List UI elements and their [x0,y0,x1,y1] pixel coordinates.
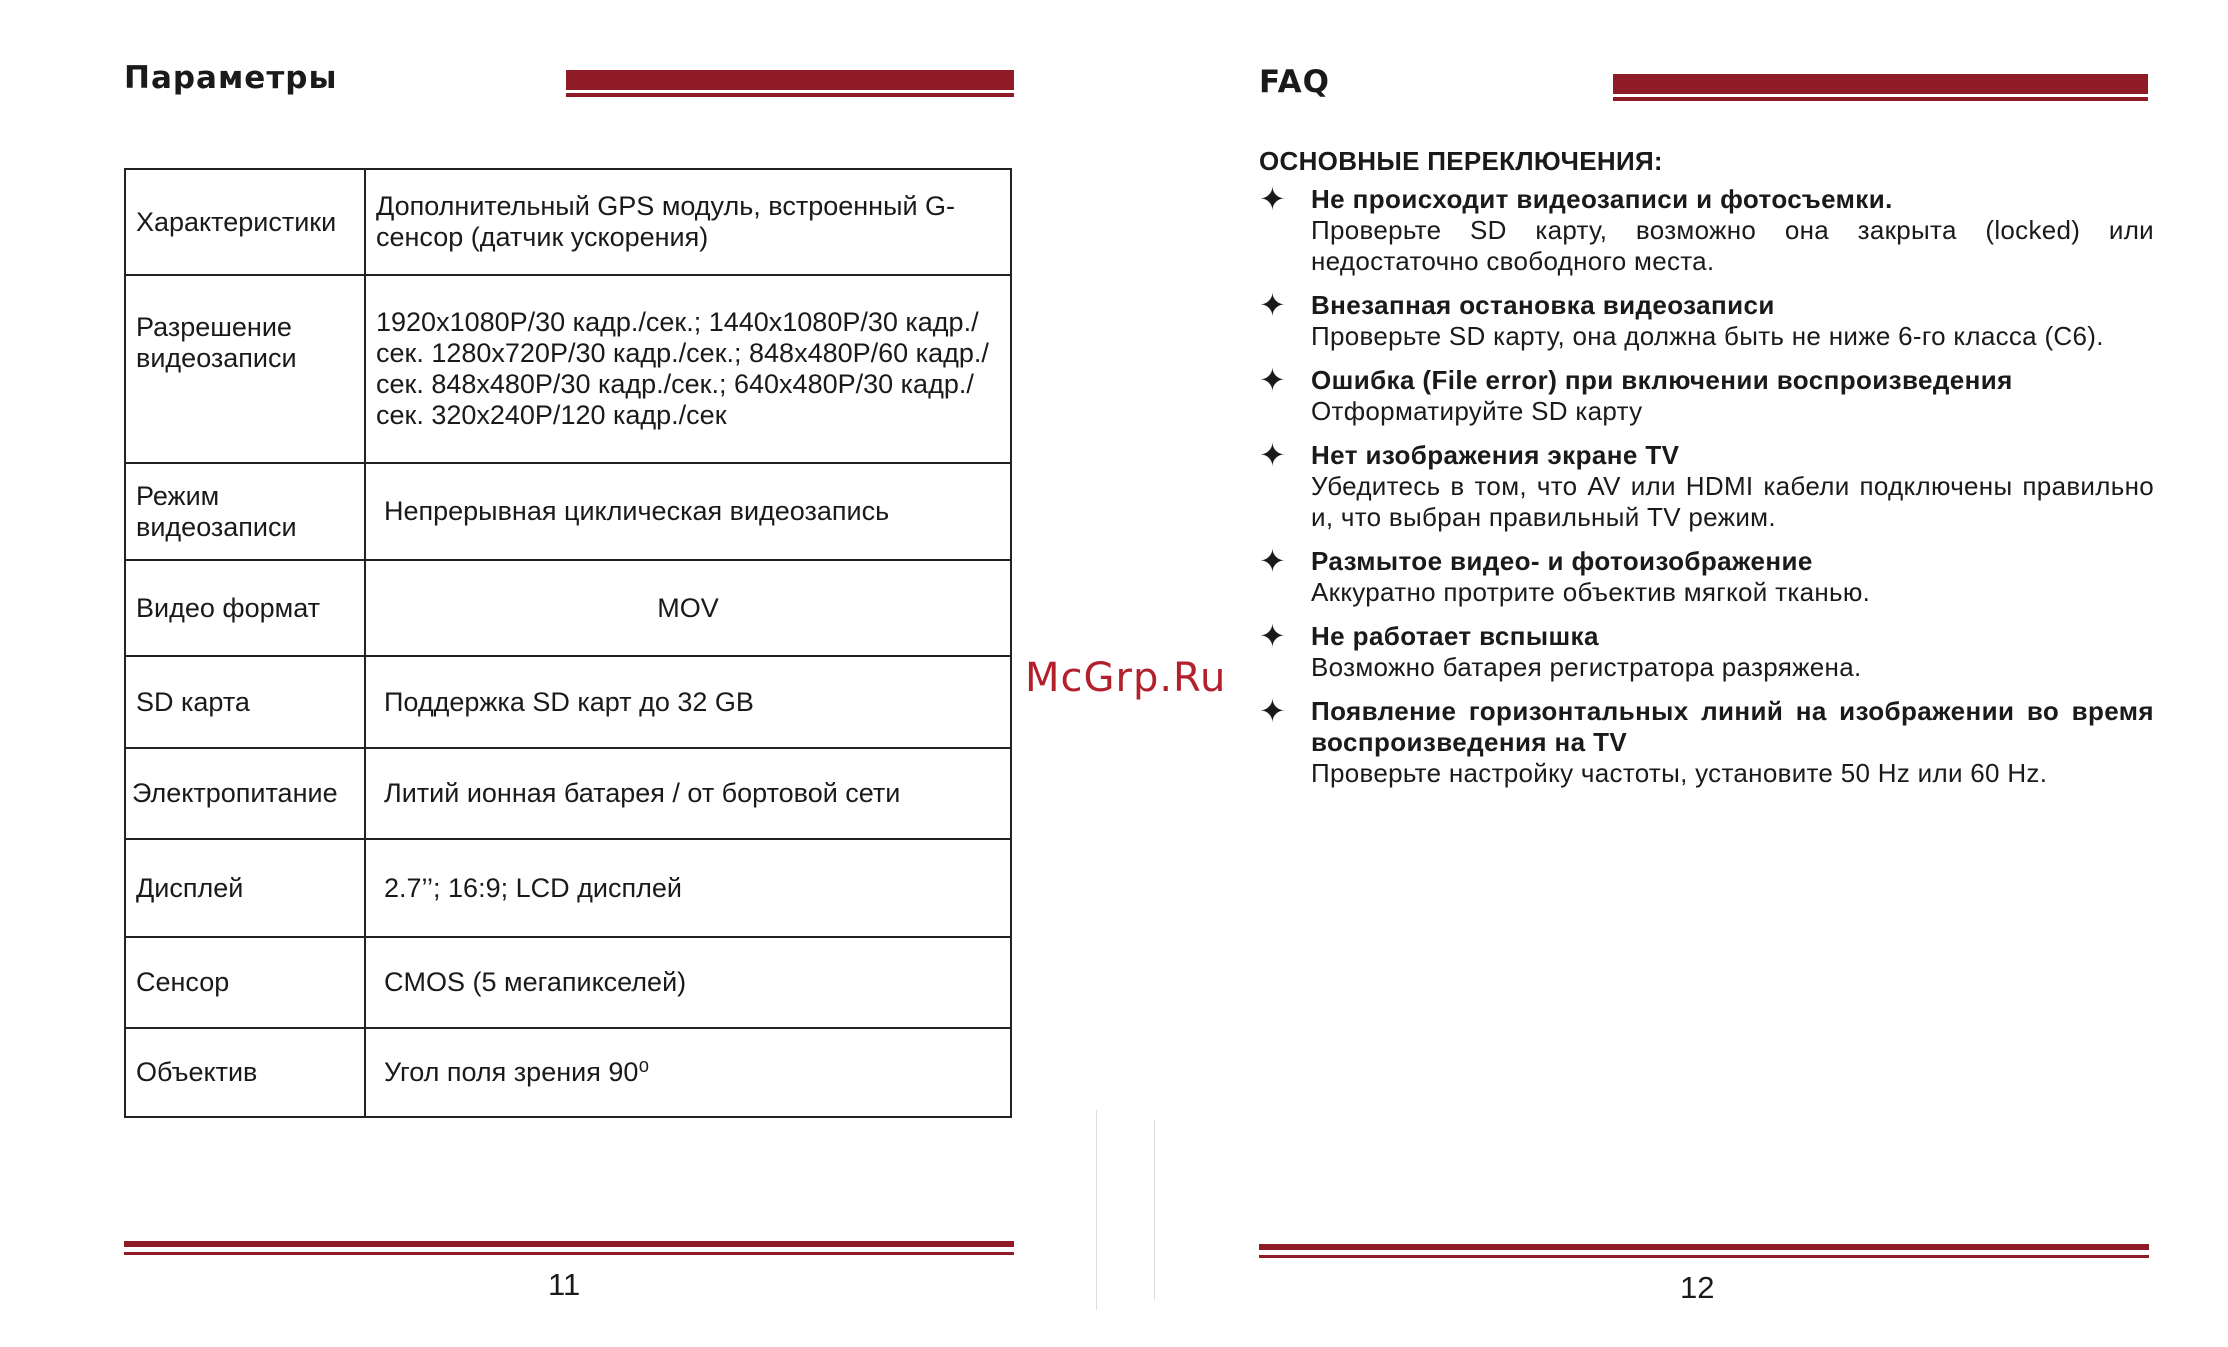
page-title: Параметры [124,60,338,96]
faq-answer: Убедитесь в том, что AV или HDMI кабели подключены правильно и, что выбран правильный TV режим. [1311,471,2154,532]
faq-question: Появление горизонтальных линий на изображении во время воспроизведения на TV [1311,696,2154,757]
spec-label: Объектив [125,1028,365,1117]
faq-answer: Отформатируйте SD карту [1311,396,1643,426]
table-row [125,748,1011,839]
faq-answer: Проверьте SD карту, возможно она закрыта (locked) или недостаточно свободного места. [1311,215,2154,276]
four-point-star-icon: ✦ [1259,287,1286,323]
spec-value: 2.7’’; 16:9; LCD дисплей [365,839,1011,937]
left-page [0,0,1100,1347]
spec-value: Угол поля зрения 90⁰ [365,1028,1011,1117]
spec-label: Дисплей [125,839,365,937]
gutter-line [1096,1110,1097,1310]
faq-item [1259,181,2154,277]
table-row [125,463,1011,560]
footer-rule-thin [124,1252,1014,1255]
faq-question: Ошибка (File error) при включении воспроизведения [1311,365,2013,395]
faq-list [1259,181,2154,802]
spec-value: 1920х1080Р/30 кадр./сек.; 1440х1080Р/30 кадр./сек. 1280х720Р/30 кадр./сек.; 848х480Р/60 кадр./сек. 848х480Р/30 кадр./сек.; 640х480Р/30 кадр./сек. 320х240Р/120 кадр./сек [365,275,1011,463]
title-accent-bar [566,70,1014,93]
faq-item [1259,543,2154,608]
table-row [125,560,1011,656]
page-title: FAQ [1259,64,1330,100]
faq-answer: Аккуратно протрите объектив мягкой тканью. [1311,577,1871,607]
footer-rule [124,1241,1014,1247]
watermark: McGrp.Ru [1025,655,1227,701]
four-point-star-icon: ✦ [1259,543,1286,579]
footer-rule-thin [1259,1255,2149,1258]
faq-question: Не работает вспышка [1311,621,1599,651]
four-point-star-icon: ✦ [1259,618,1286,654]
faq-item [1259,693,2154,789]
faq-item [1259,618,2154,683]
table-row [125,937,1011,1028]
title-accent-bar [1613,74,2148,97]
page-number: 11 [548,1267,581,1302]
spec-label: Разрешение видеозаписи [125,275,365,463]
faq-question: Внезапная остановка видеозаписи [1311,290,1775,320]
section-heading: ОСНОВНЫЕ ПЕРЕКЛЮЧЕНИЯ: [1259,146,1663,176]
spec-value: Поддержка SD карт до 32 GB [365,656,1011,748]
table-row [125,839,1011,937]
four-point-star-icon: ✦ [1259,693,1286,729]
table-row [125,1028,1011,1117]
faq-item [1259,287,2154,352]
table-row [125,656,1011,748]
page-number: 12 [1680,1270,1715,1305]
faq-question: Не происходит видеозаписи и фотосъемки. [1311,184,1893,214]
four-point-star-icon: ✦ [1259,362,1286,398]
gutter-line [1154,1120,1155,1300]
spec-value: CMOS (5 мегапикселей) [365,937,1011,1028]
four-point-star-icon: ✦ [1259,437,1286,473]
faq-answer: Проверьте настройку частоты, установите 50 Hz или 60 Hz. [1311,758,2048,788]
four-point-star-icon: ✦ [1259,181,1286,217]
spec-label: Видео формат [125,560,365,656]
spec-label: Режим видеозаписи [125,463,365,560]
spec-label: Сенсор [125,937,365,1028]
spec-label: Характеристики [125,169,365,275]
faq-question: Нет изображения экране TV [1311,440,1680,470]
faq-item [1259,437,2154,533]
spec-label: Электропитание [125,748,365,839]
spec-value: Литий ионная батарея / от бортовой сети [365,748,1011,839]
faq-question: Размытое видео- и фотоизображение [1311,546,1813,576]
spec-value: MOV [365,560,1011,656]
faq-answer: Проверьте SD карту, она должна быть не ниже 6-го класса (С6). [1311,321,2104,351]
table-row [125,275,1011,463]
spec-table [124,168,1012,1118]
table-row [125,169,1011,275]
faq-answer: Возможно батарея регистратора разряжена. [1311,652,1862,682]
footer-rule [1259,1244,2149,1250]
faq-item [1259,362,2154,427]
spec-label: SD карта [125,656,365,748]
spec-value: Непрерывная циклическая видеозапись [365,463,1011,560]
spec-value: Дополнительный GPS модуль, встроенный G-сенсор (датчик ускорения) [365,169,1011,275]
